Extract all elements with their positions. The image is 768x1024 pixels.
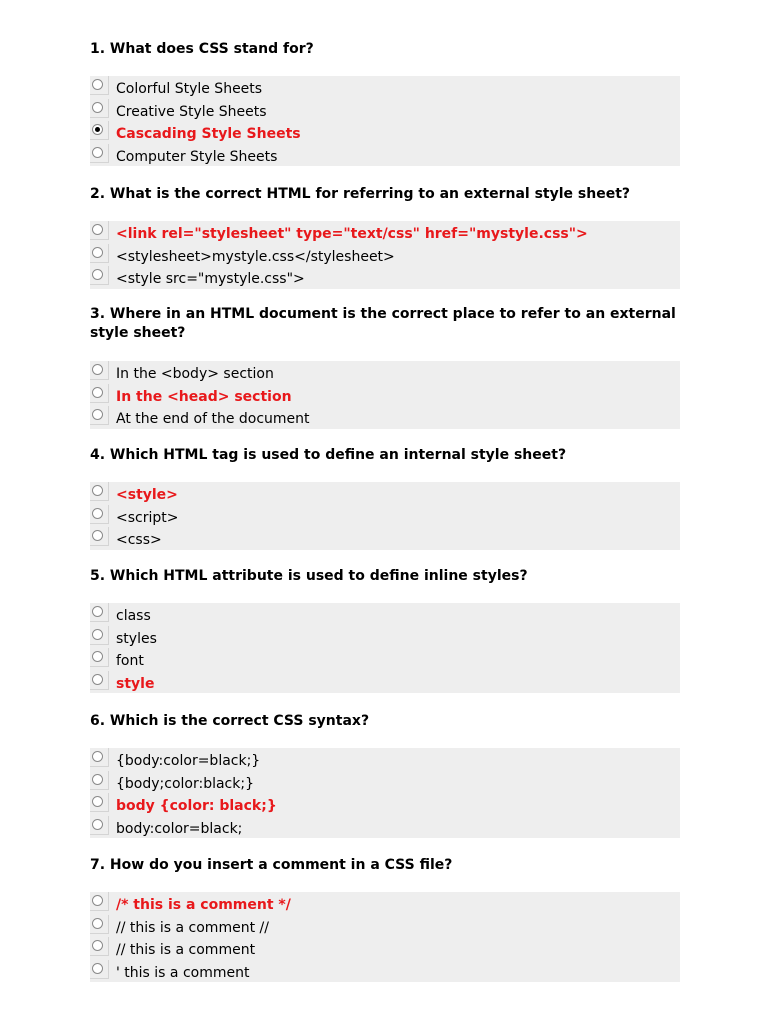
answer-option[interactable] [90, 626, 680, 648]
answer-options [90, 76, 680, 166]
radio-button[interactable] [92, 651, 103, 662]
answer-option[interactable] [90, 527, 680, 549]
correct-answer-label: style [116, 675, 155, 692]
answer-label: body:color=black; [116, 820, 243, 837]
answer-label: {body;color:black;} [116, 775, 254, 792]
radio-button[interactable] [92, 629, 103, 640]
correct-answer-label: Cascading Style Sheets [116, 126, 301, 142]
answer-option[interactable] [90, 671, 680, 693]
radio-button[interactable] [92, 606, 103, 617]
radio-button[interactable] [92, 774, 103, 785]
answer-option[interactable] [90, 748, 680, 770]
answer-option[interactable] [90, 505, 680, 527]
answer-option[interactable] [90, 76, 680, 98]
answer-label: ' this is a comment [116, 964, 250, 981]
answer-options [90, 892, 680, 982]
answer-option[interactable] [90, 816, 680, 838]
answer-option[interactable] [90, 771, 680, 793]
correct-answer-label: <link rel="stylesheet" type="text/css" href="mystyle.css"> [116, 226, 588, 242]
radio-button[interactable] [92, 409, 103, 420]
radio-button[interactable] [92, 102, 103, 113]
answer-option[interactable] [90, 915, 680, 937]
answer-options [90, 482, 680, 550]
question-text: 5. Which HTML attribute is used to define inline styles? [90, 568, 528, 584]
answer-label: At the end of the document [116, 411, 310, 427]
radio-button[interactable] [92, 895, 103, 906]
answer-options [90, 748, 680, 838]
radio-button[interactable] [92, 674, 103, 685]
answer-label: In the <body> section [116, 366, 274, 382]
radio-button[interactable] [92, 530, 103, 541]
answer-option[interactable] [90, 266, 680, 288]
answer-option[interactable] [90, 361, 680, 383]
answer-label: styles [116, 630, 157, 647]
radio-button[interactable] [92, 224, 103, 235]
question-text: 6. Which is the correct CSS syntax? [90, 713, 370, 729]
answer-label: // this is a comment [116, 942, 256, 958]
radio-button[interactable] [92, 963, 103, 974]
question-text: 7. How do you insert a comment in a CSS file? [90, 857, 453, 873]
correct-answer-label: body {color: black;} [116, 798, 277, 814]
answer-option[interactable] [90, 144, 680, 166]
answer-options [90, 221, 680, 289]
radio-button[interactable] [92, 79, 103, 90]
radio-button[interactable] [92, 751, 103, 762]
answer-option[interactable] [90, 892, 680, 914]
answer-label: <script> [116, 509, 179, 526]
radio-button[interactable] [92, 796, 103, 807]
answer-label: font [116, 653, 144, 669]
correct-answer-label: <style> [116, 487, 178, 503]
answer-label: <style src="mystyle.css"> [116, 271, 305, 287]
answer-label: class [116, 608, 151, 624]
correct-answer-label: In the <head> section [116, 388, 292, 405]
radio-button[interactable] [92, 247, 103, 258]
answer-option[interactable] [90, 99, 680, 121]
answer-label: {body:color=black;} [116, 753, 261, 769]
answer-option[interactable] [90, 648, 680, 670]
radio-button[interactable] [92, 485, 103, 496]
answer-label: Colorful Style Sheets [116, 81, 263, 97]
radio-button[interactable] [92, 819, 103, 830]
radio-button[interactable] [92, 147, 103, 158]
radio-button[interactable] [92, 940, 103, 951]
answer-label: // this is a comment // [116, 919, 269, 936]
question-text: 1. What does CSS stand for? [90, 41, 314, 57]
answer-option[interactable] [90, 244, 680, 266]
question-text: 3. Where in an HTML document is the correct place to refer to an external style sheet? [90, 306, 676, 341]
answer-option[interactable] [90, 603, 680, 625]
answer-label: Creative Style Sheets [116, 103, 267, 120]
answer-option[interactable] [90, 960, 680, 982]
correct-answer-label: /* this is a comment */ [116, 897, 291, 913]
answer-option[interactable] [90, 937, 680, 959]
answer-label: <css> [116, 532, 162, 548]
answer-option[interactable] [90, 384, 680, 406]
radio-button[interactable] [92, 269, 103, 280]
answer-options [90, 603, 680, 693]
radio-button[interactable] [92, 387, 103, 398]
radio-button[interactable] [92, 364, 103, 375]
answer-option[interactable] [90, 793, 680, 815]
radio-button[interactable] [92, 124, 103, 135]
answer-option[interactable] [90, 406, 680, 428]
answer-label: Computer Style Sheets [116, 148, 278, 165]
question-text: 4. Which HTML tag is used to define an internal style sheet? [90, 447, 567, 463]
answer-option[interactable] [90, 121, 680, 143]
answer-option[interactable] [90, 482, 680, 504]
question-text: 2. What is the correct HTML for referring to an external style sheet? [90, 186, 631, 202]
answer-option[interactable] [90, 221, 680, 243]
radio-button[interactable] [92, 508, 103, 519]
answer-options [90, 361, 680, 429]
answer-label: <stylesheet>mystyle.css</stylesheet> [116, 248, 395, 265]
radio-button[interactable] [92, 918, 103, 929]
